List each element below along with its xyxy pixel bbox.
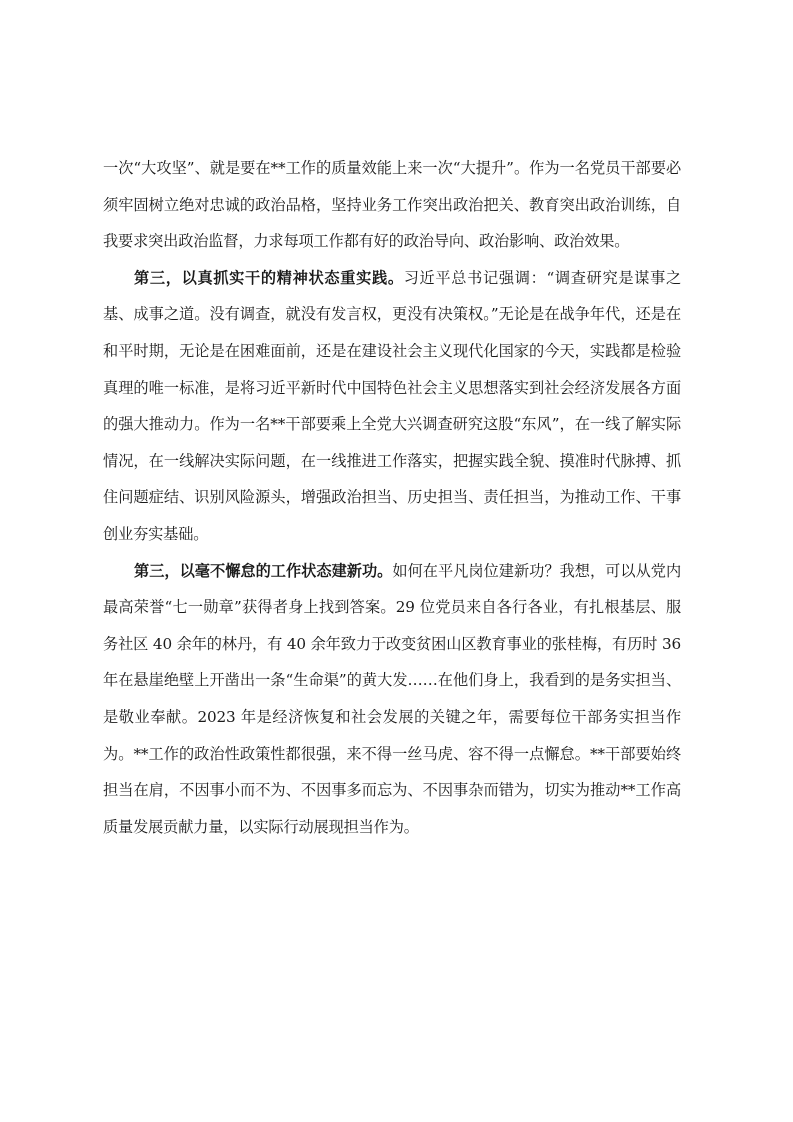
paragraph-text: 一次“大攻坚”、就是要在**工作的质量效能上来一次“大提升”。作为一名党员干部要必须牢固树立绝对忠诚的政治品格，坚持业务工作突出政治把关、教育突出政治训练，自我要求突出政治监督，力求每项工作都有好的政治导向、政治影响、政治效果。 <box>103 159 681 251</box>
document-page <box>103 150 681 845</box>
paragraph-continuation <box>103 150 681 260</box>
paragraph-practice <box>103 260 681 553</box>
paragraph-heading: 第三，以真抓实干的精神状态重实践。 <box>134 268 404 287</box>
paragraph-text: 如何在平凡岗位建新功？我想，可以从党内最高荣誉“七一勋章”获得者身上找到答案。29 位党员来自各行各业，有扎根基层、服务社区 40 余年的林丹，有 40 余年致力于改变贫困山区教育事业的张桂梅，有历时 36 年在悬崖绝壁上开凿出一条“生命渠”的黄大发……在他们身上，我看到的是务实担当、是敬业奉献。2023 年是经济恢复和社会发展的关键之年，需要每位干部务实担当作为。**工作的政治性政策性都很强，来不得一丝马虎、容不得一点懈怠。**干部要始终担当在肩，不因事小而不为、不因事多而忘为、不因事杂而错为，切实为推动**工作高质量发展贡献力量，以实际行动展现担当作为。 <box>103 561 682 836</box>
paragraph-text: 习近平总书记强调：“调查研究是谋事之基、成事之道。没有调查，就没有发言权，更没有决策权。”无论是在战争年代，还是在和平时期，无论是在困难面前，还是在建设社会主义现代化国家的今天，实践都是检验真理的唯一标准，是将习近平新时代中国特色社会主义思想落实到社会经济发展各方面的强大推动力。作为一名**干部要乘上全党大兴调查研究这股“东风”，在一线了解实际情况，在一线解决实际问题，在一线推进工作落实，把握实践全貌、摸准时代脉搏、抓住问题症结、识别风险源头，增强政治担当、历史担当、责任担当，为推动工作、干事创业夯实基础。 <box>103 268 681 543</box>
paragraph-heading: 第三，以毫不懈怠的工作状态建新功。 <box>134 561 393 580</box>
paragraph-new-achievement <box>103 553 681 846</box>
